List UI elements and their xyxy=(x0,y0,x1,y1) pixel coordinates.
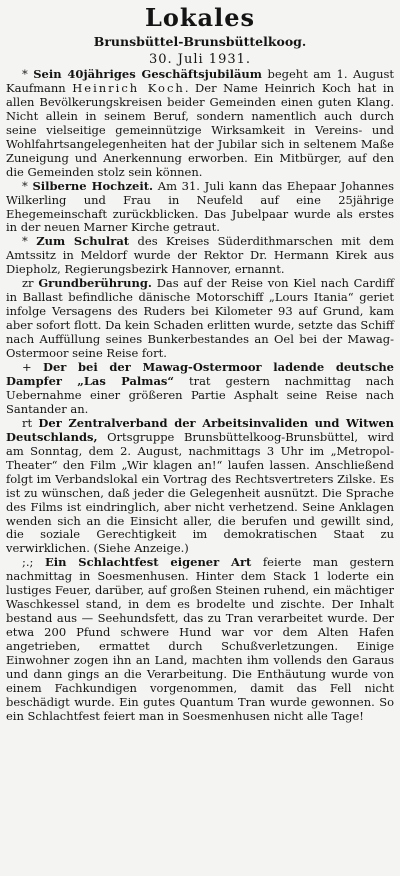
article-headline: Der Zentralverband der Arbeitsinvaliden und Witwen Deutschlands, xyxy=(6,415,395,444)
article-headline: Grundberührung. xyxy=(38,276,152,291)
article-marker: ;.; xyxy=(22,555,34,570)
article-headline: Silberne Hochzeit. xyxy=(32,178,154,193)
dateline: Brunsbüttel-Brunsbüttelkoog. xyxy=(93,34,307,49)
article-marker: * xyxy=(22,234,28,249)
article-headline: Der bei der Mawag-Ostermoor ladende deutsche Dampfer „Las Palmas“ xyxy=(6,360,394,388)
article-central-association xyxy=(6,417,394,557)
article-body: des Kreises Süderdithmarschen mit dem Amtssitz in Meldorf wurde der Rektor Dr. Hermann Kirek aus Diepholz, Regierungsbezirk Hannover, ernannt. xyxy=(6,234,395,277)
article-body: trat gestern nachmittag nach Uebernahme einer größeren Partie Asphalt seine Reise nach Santander an. xyxy=(6,373,394,416)
article-body: . Der Name Heinrich Koch hat in allen Bevölkerungskreisen beider Gemeinden einen guten Klang. Nicht allein in seinem Beruf, sondern namentlich auch durch seine vielseitige gemeinnützige Wirksamkeit in Vereins- und Wohlfahrtsangelegenheiten hat der Jubilar sich in seltenem Maße Zuneigung und Anerkennung erworben. Ein Mitbürger, auf den die Gemeinden stolz sein können. xyxy=(6,80,394,179)
article-body: Am 31. Juli kann das Ehepaar Johannes Wilkerling und Frau in Neufeld auf eine 25jährige Ehegemeinschaft zurückblicken. Das Jubelpaar wurde als erstes in der neuen Marner Kirche getraut. xyxy=(6,178,395,235)
article-marker: + xyxy=(22,360,32,375)
article-steamer xyxy=(6,361,394,417)
article-headline: Sein 40jähriges Geschäftsjubiläum xyxy=(33,67,262,81)
article-jubilee xyxy=(6,68,394,180)
article-school-inspector xyxy=(6,235,394,277)
article-slaughter-feast xyxy=(6,556,394,723)
article-marker: zr xyxy=(22,276,34,291)
article-body: Das auf der Reise von Kiel nach Cardiff in Ballast befindliche dänische Motorschiff „Lours Itania“ geriet infolge Versagens des Ruders bei Kilometer 93 auf Grund, kam aber sofort flott. Da kein Schaden erlitten wurde, setzte das Schiff nach Auffüllung seines Bunkerbestandes an Oel bei der Mawag-Ostermoor seine Reise fort. xyxy=(6,276,395,361)
article-marker: * xyxy=(22,178,28,193)
section-title: Lokales xyxy=(145,3,255,32)
publication-date: 30. Juli 1931. xyxy=(148,52,252,67)
article-silver-wedding xyxy=(6,180,394,236)
article-body: feierte man gestern nachmittag in Soesmenhusen. Hinter dem Stack 1 loderte ein lustiges Feuer, darüber, auf großen Steinen ruhend, ein mächtiger Waschkessel stand, in dem es brodelte und zischte. Der Inhalt bestand aus — Seehundsfett, das zu Tran verarbeitet wurde. Der etwa 200 Pfund schwere Hund war vor dem Alten Hafen angetrieben, ermattet durch Schußverletzungen. Einige Einwohner zogen ihn an Land, machten ihm vollends den Garaus und dann gings an die Verarbeitung. Die Enthäutung wurde von einem Fachkundigen vorgenommen, damit das Fell nicht beschädigt wurde. Ein gutes Quantum Tran wurde gewonnen. So ein Schlachtfest feiert man in Soesmenhusen nicht alle Tage! xyxy=(6,555,394,723)
article-body: Ortsgruppe Brunsbüttelkoog-Brunsbüttel, wird am Sonntag, dem 2. August, nachmittags 3 Uhr im „Metropol-Theater“ den Film „Wir klagen an!“ laufen lassen. Anschließend folgt im Verbandslokal ein Vortrag des Rechtsvertreters Zilske. Es ist zu wünschen, daß jeder die Gelegenheit ausnützt. Die Sprache des Films ist eindringlich, aber nicht verhetzend. Seine Anklagen wenden sich an die Einsicht aller, die berufen und gewillt sind, die soziale Gerechtigkeit im demokratischen Staat zu verwirklichen. (Siehe Anzeige.) xyxy=(6,429,394,556)
article-name: Heinrich Koch xyxy=(72,80,185,95)
article-grounding xyxy=(6,277,394,361)
article-body: begeht am 1. August Kaufmann xyxy=(6,67,395,95)
article-marker: * xyxy=(22,67,28,81)
article-marker: rt xyxy=(22,415,33,430)
article-headline: Zum Schulrat xyxy=(36,234,130,249)
news-column xyxy=(6,68,394,724)
article-headline: Ein Schlachtfest eigener Art xyxy=(44,555,252,570)
